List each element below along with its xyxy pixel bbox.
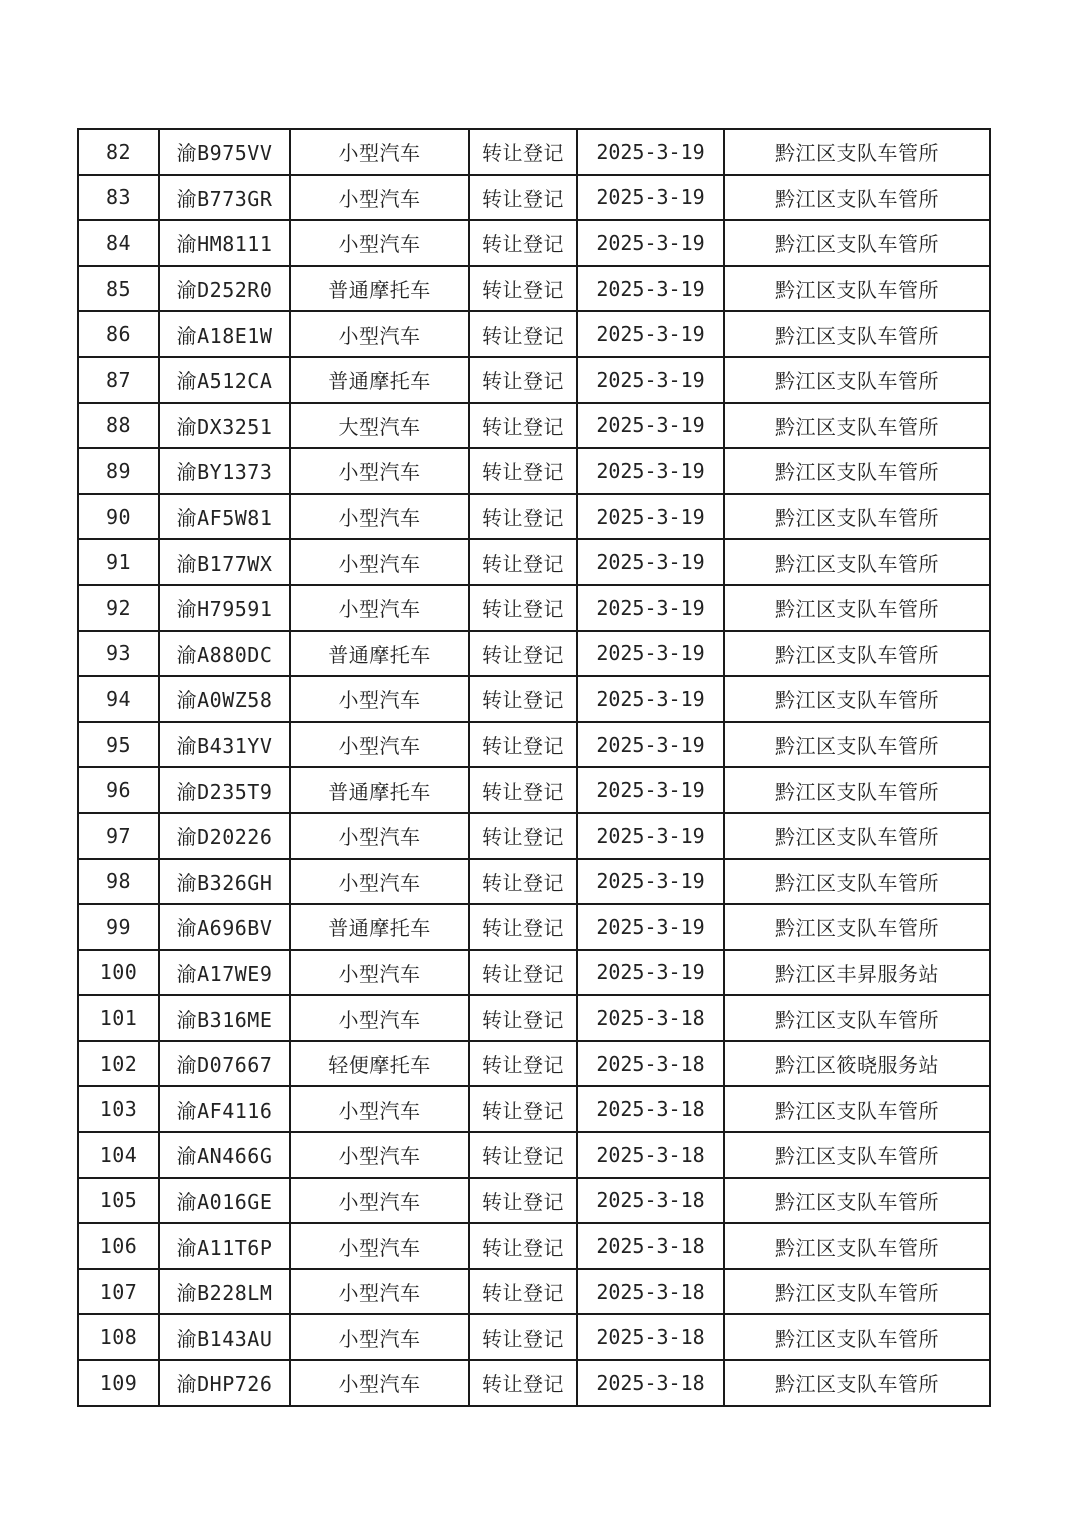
vehicle-type: 普通摩托车 (290, 631, 469, 677)
plate-number: 渝AF5W81 (159, 494, 290, 540)
business-type: 转让登记 (469, 220, 577, 266)
table-row (78, 1086, 990, 1132)
business-type: 转让登记 (469, 676, 577, 722)
plate-number: 渝A17WE9 (159, 950, 290, 996)
row-number: 88 (78, 403, 159, 449)
vehicle-transfer-table (77, 128, 991, 1407)
office-name: 黔江区支队车管所 (724, 175, 990, 221)
row-number: 106 (78, 1223, 159, 1269)
registration-date: 2025-3-19 (577, 448, 724, 494)
row-number: 104 (78, 1132, 159, 1178)
plate-number: 渝D235T9 (159, 767, 290, 813)
vehicle-type: 小型汽车 (290, 494, 469, 540)
registration-date: 2025-3-19 (577, 494, 724, 540)
business-type: 转让登记 (469, 448, 577, 494)
row-number: 102 (78, 1041, 159, 1087)
vehicle-type: 小型汽车 (290, 539, 469, 585)
office-name: 黔江区支队车管所 (724, 403, 990, 449)
office-name: 黔江区支队车管所 (724, 1269, 990, 1315)
table-row (78, 129, 990, 175)
vehicle-type: 小型汽车 (290, 1314, 469, 1360)
table-row (78, 311, 990, 357)
row-number: 82 (78, 129, 159, 175)
business-type: 转让登记 (469, 1314, 577, 1360)
business-type: 转让登记 (469, 585, 577, 631)
office-name: 黔江区丰昇服务站 (724, 950, 990, 996)
registration-date: 2025-3-19 (577, 813, 724, 859)
registration-date: 2025-3-18 (577, 1041, 724, 1087)
business-type: 转让登记 (469, 813, 577, 859)
row-number: 91 (78, 539, 159, 585)
vehicle-type: 小型汽车 (290, 1269, 469, 1315)
vehicle-type: 普通摩托车 (290, 357, 469, 403)
business-type: 转让登记 (469, 995, 577, 1041)
office-name: 黔江区支队车管所 (724, 904, 990, 950)
office-name: 黔江区支队车管所 (724, 1178, 990, 1224)
table-row (78, 904, 990, 950)
vehicle-type: 小型汽车 (290, 813, 469, 859)
row-number: 103 (78, 1086, 159, 1132)
office-name: 黔江区支队车管所 (724, 813, 990, 859)
registration-date: 2025-3-19 (577, 950, 724, 996)
office-name: 黔江区支队车管所 (724, 1132, 990, 1178)
vehicle-type: 小型汽车 (290, 1223, 469, 1269)
business-type: 转让登记 (469, 403, 577, 449)
office-name: 黔江区支队车管所 (724, 722, 990, 768)
registration-date: 2025-3-19 (577, 129, 724, 175)
vehicle-type: 小型汽车 (290, 448, 469, 494)
registration-date: 2025-3-19 (577, 357, 724, 403)
vehicle-type: 小型汽车 (290, 585, 469, 631)
office-name: 黔江区支队车管所 (724, 585, 990, 631)
registration-date: 2025-3-19 (577, 722, 724, 768)
vehicle-type: 普通摩托车 (290, 904, 469, 950)
table-row (78, 1360, 990, 1406)
plate-number: 渝A880DC (159, 631, 290, 677)
registration-date: 2025-3-18 (577, 1314, 724, 1360)
office-name: 黔江区支队车管所 (724, 311, 990, 357)
plate-number: 渝B177WX (159, 539, 290, 585)
row-number: 101 (78, 995, 159, 1041)
row-number: 83 (78, 175, 159, 221)
office-name: 黔江区支队车管所 (724, 767, 990, 813)
business-type: 转让登记 (469, 1360, 577, 1406)
vehicle-type: 小型汽车 (290, 995, 469, 1041)
plate-number: 渝D252R0 (159, 266, 290, 312)
plate-number: 渝B326GH (159, 859, 290, 905)
plate-number: 渝B431YV (159, 722, 290, 768)
plate-number: 渝DX3251 (159, 403, 290, 449)
row-number: 109 (78, 1360, 159, 1406)
registration-date: 2025-3-18 (577, 1132, 724, 1178)
office-name: 黔江区支队车管所 (724, 1223, 990, 1269)
business-type: 转让登记 (469, 129, 577, 175)
registration-date: 2025-3-19 (577, 904, 724, 950)
plate-number: 渝B143AU (159, 1314, 290, 1360)
row-number: 87 (78, 357, 159, 403)
office-name: 黔江区筱晓服务站 (724, 1041, 990, 1087)
table-body (78, 129, 990, 1406)
row-number: 89 (78, 448, 159, 494)
row-number: 97 (78, 813, 159, 859)
business-type: 转让登记 (469, 1178, 577, 1224)
table-row (78, 859, 990, 905)
plate-number: 渝A016GE (159, 1178, 290, 1224)
vehicle-type: 小型汽车 (290, 1178, 469, 1224)
row-number: 85 (78, 266, 159, 312)
table-row (78, 1269, 990, 1315)
plate-number: 渝B975VV (159, 129, 290, 175)
vehicle-type: 小型汽车 (290, 722, 469, 768)
row-number: 105 (78, 1178, 159, 1224)
row-number: 90 (78, 494, 159, 540)
plate-number: 渝H79591 (159, 585, 290, 631)
business-type: 转让登记 (469, 1269, 577, 1315)
vehicle-type: 普通摩托车 (290, 266, 469, 312)
registration-date: 2025-3-19 (577, 220, 724, 266)
registration-date: 2025-3-19 (577, 539, 724, 585)
business-type: 转让登记 (469, 1086, 577, 1132)
registration-date: 2025-3-18 (577, 1269, 724, 1315)
office-name: 黔江区支队车管所 (724, 631, 990, 677)
business-type: 转让登记 (469, 266, 577, 312)
registration-date: 2025-3-18 (577, 1223, 724, 1269)
registration-date: 2025-3-19 (577, 266, 724, 312)
office-name: 黔江区支队车管所 (724, 357, 990, 403)
table-row (78, 539, 990, 585)
row-number: 84 (78, 220, 159, 266)
office-name: 黔江区支队车管所 (724, 1086, 990, 1132)
row-number: 95 (78, 722, 159, 768)
vehicle-type: 小型汽车 (290, 950, 469, 996)
plate-number: 渝D20226 (159, 813, 290, 859)
vehicle-type: 小型汽车 (290, 859, 469, 905)
plate-number: 渝DHP726 (159, 1360, 290, 1406)
business-type: 转让登记 (469, 539, 577, 585)
vehicle-type: 小型汽车 (290, 1086, 469, 1132)
table-row (78, 722, 990, 768)
plate-number: 渝A696BV (159, 904, 290, 950)
registration-date: 2025-3-19 (577, 676, 724, 722)
row-number: 100 (78, 950, 159, 996)
registration-date: 2025-3-18 (577, 1178, 724, 1224)
table-row (78, 1314, 990, 1360)
table-row (78, 995, 990, 1041)
table-row (78, 1178, 990, 1224)
registration-date: 2025-3-19 (577, 403, 724, 449)
plate-number: 渝A512CA (159, 357, 290, 403)
table-row (78, 950, 990, 996)
table-row (78, 1223, 990, 1269)
business-type: 转让登记 (469, 175, 577, 221)
vehicle-type: 小型汽车 (290, 129, 469, 175)
table-row (78, 448, 990, 494)
office-name: 黔江区支队车管所 (724, 1360, 990, 1406)
registration-date: 2025-3-18 (577, 995, 724, 1041)
table-row (78, 494, 990, 540)
business-type: 转让登记 (469, 722, 577, 768)
row-number: 96 (78, 767, 159, 813)
business-type: 转让登记 (469, 904, 577, 950)
vehicle-type: 小型汽车 (290, 220, 469, 266)
office-name: 黔江区支队车管所 (724, 220, 990, 266)
vehicle-type: 小型汽车 (290, 311, 469, 357)
plate-number: 渝A11T6P (159, 1223, 290, 1269)
table-row (78, 813, 990, 859)
row-number: 107 (78, 1269, 159, 1315)
plate-number: 渝AN466G (159, 1132, 290, 1178)
table-row (78, 403, 990, 449)
business-type: 转让登记 (469, 1041, 577, 1087)
table-row (78, 266, 990, 312)
plate-number: 渝B228LM (159, 1269, 290, 1315)
plate-number: 渝D07667 (159, 1041, 290, 1087)
vehicle-type: 小型汽车 (290, 1360, 469, 1406)
office-name: 黔江区支队车管所 (724, 129, 990, 175)
plate-number: 渝AF4116 (159, 1086, 290, 1132)
registration-date: 2025-3-18 (577, 1360, 724, 1406)
business-type: 转让登记 (469, 859, 577, 905)
table-row (78, 585, 990, 631)
row-number: 92 (78, 585, 159, 631)
vehicle-type: 小型汽车 (290, 676, 469, 722)
table-row (78, 631, 990, 677)
registration-date: 2025-3-19 (577, 767, 724, 813)
registration-date: 2025-3-19 (577, 859, 724, 905)
vehicle-type: 小型汽车 (290, 1132, 469, 1178)
plate-number: 渝B773GR (159, 175, 290, 221)
registration-date: 2025-3-19 (577, 585, 724, 631)
business-type: 转让登记 (469, 631, 577, 677)
table-row (78, 1041, 990, 1087)
table-row (78, 357, 990, 403)
registration-date: 2025-3-18 (577, 1086, 724, 1132)
business-type: 转让登记 (469, 950, 577, 996)
table-row (78, 767, 990, 813)
table-row (78, 220, 990, 266)
business-type: 转让登记 (469, 1223, 577, 1269)
office-name: 黔江区支队车管所 (724, 859, 990, 905)
office-name: 黔江区支队车管所 (724, 995, 990, 1041)
business-type: 转让登记 (469, 311, 577, 357)
office-name: 黔江区支队车管所 (724, 448, 990, 494)
plate-number: 渝A0WZ58 (159, 676, 290, 722)
business-type: 转让登记 (469, 1132, 577, 1178)
vehicle-type: 大型汽车 (290, 403, 469, 449)
plate-number: 渝B316ME (159, 995, 290, 1041)
vehicle-type: 普通摩托车 (290, 767, 469, 813)
business-type: 转让登记 (469, 494, 577, 540)
office-name: 黔江区支队车管所 (724, 676, 990, 722)
row-number: 86 (78, 311, 159, 357)
plate-number: 渝A18E1W (159, 311, 290, 357)
row-number: 94 (78, 676, 159, 722)
table-row (78, 175, 990, 221)
business-type: 转让登记 (469, 767, 577, 813)
vehicle-type: 小型汽车 (290, 175, 469, 221)
office-name: 黔江区支队车管所 (724, 266, 990, 312)
registration-date: 2025-3-19 (577, 631, 724, 677)
registration-date: 2025-3-19 (577, 311, 724, 357)
table-row (78, 676, 990, 722)
business-type: 转让登记 (469, 357, 577, 403)
row-number: 93 (78, 631, 159, 677)
office-name: 黔江区支队车管所 (724, 539, 990, 585)
office-name: 黔江区支队车管所 (724, 1314, 990, 1360)
row-number: 98 (78, 859, 159, 905)
row-number: 99 (78, 904, 159, 950)
plate-number: 渝HM8111 (159, 220, 290, 266)
plate-number: 渝BY1373 (159, 448, 290, 494)
office-name: 黔江区支队车管所 (724, 494, 990, 540)
row-number: 108 (78, 1314, 159, 1360)
table-row (78, 1132, 990, 1178)
registration-date: 2025-3-19 (577, 175, 724, 221)
vehicle-type: 轻便摩托车 (290, 1041, 469, 1087)
